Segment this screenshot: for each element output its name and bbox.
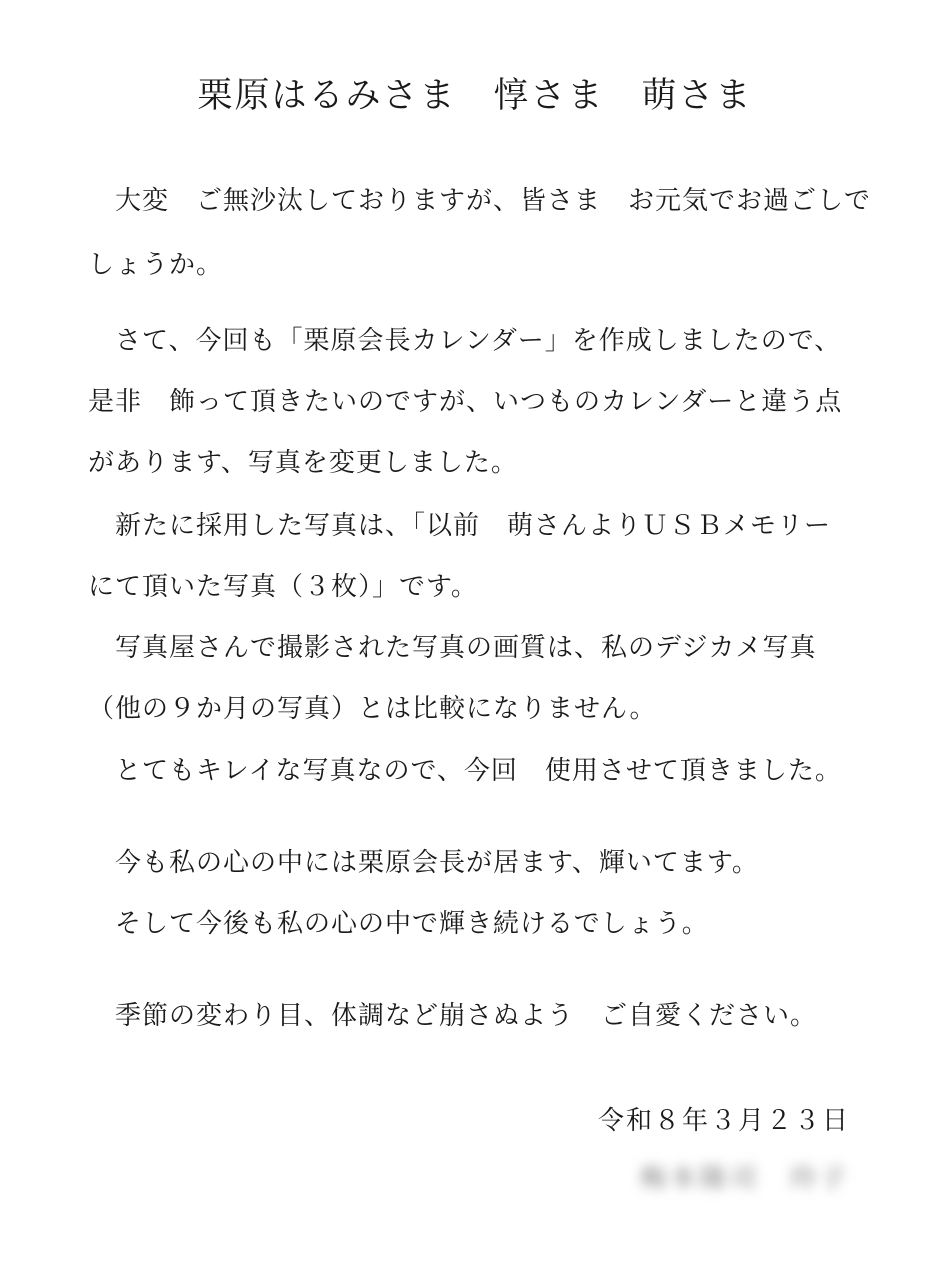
letter-line-6: 新たに採用した写真は、「以前 萌さんよりＵＳＢメモリー [88, 511, 832, 541]
letter-line-1: 大変 ご無沙汰しておりますが、皆さま お元気でお過ごしで [88, 186, 872, 216]
letter-line-11: 今も私の心の中には栗原会長が居ます、輝いてます。 [88, 848, 759, 878]
letter-line-2: しょうか。 [88, 250, 224, 280]
letter-signature: 梅本隆司 玲子 [639, 1164, 850, 1194]
letter-date: 令和８年３月２３日 [597, 1106, 850, 1136]
letter-title: 栗原はるみさま 惇さま 萌さま [197, 76, 753, 116]
letter-line-5: があります、写真を変更しました。 [88, 448, 518, 478]
letter-line-12: そして今後も私の心の中で輝き続けるでしょう。 [88, 909, 709, 939]
letter-line-7: にて頂いた写真（３枚）」です。 [88, 572, 478, 602]
letter-line-9: （他の９か月の写真）とは比較になりません。 [88, 694, 657, 724]
letter-line-8: 写真屋さんで撮影された写真の画質は、私のデジカメ写真 [88, 633, 817, 663]
letter-line-4: 是非 飾って頂きたいのですが、いつものカレンダーと違う点 [88, 387, 843, 417]
letter-line-10: とてもキレイな写真なので、今回 使用させて頂きました。 [88, 756, 842, 786]
letter-line-13: 季節の変わり目、体調など崩さぬよう ご自愛ください。 [88, 1001, 818, 1031]
letter-line-3: さて、今回も「栗原会長カレンダー」を作成しましたので、 [88, 326, 842, 356]
